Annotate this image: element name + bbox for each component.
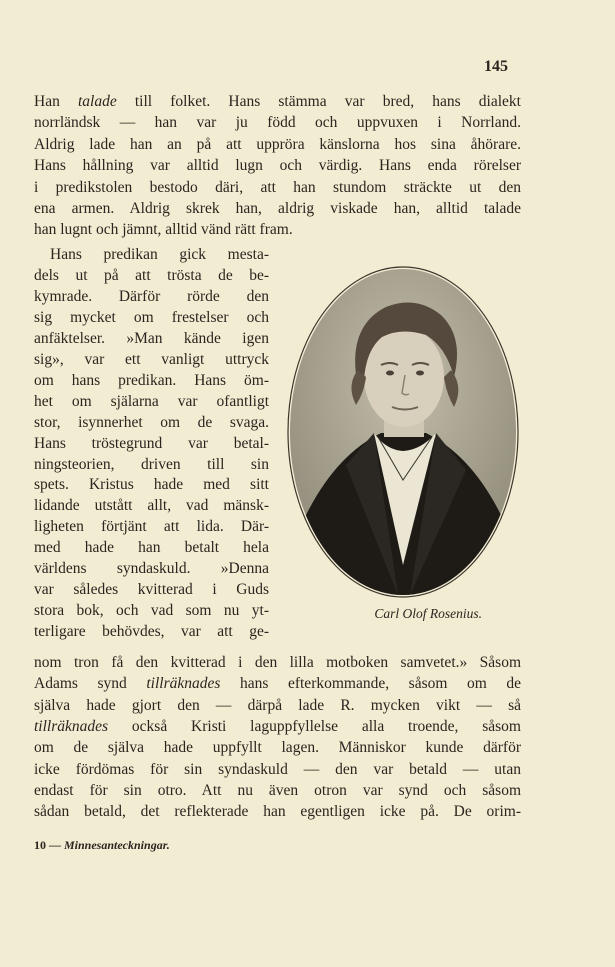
text-segment: han lugnt och jämnt, alltid vänd rätt fram. [34, 221, 293, 239]
text-segment: sådan betald, det reflekterade han egentligen icke på. De orim- [34, 803, 521, 821]
text-segment: till folket. Hans stämma var bred, hans dialekt [116, 93, 521, 110]
text-line [34, 178, 521, 198]
text-segment: ena armen. Aldrig skrek han, aldrig viskade han, alltid talade [34, 200, 521, 217]
text-segment: hans efterkommande, såsom om de [220, 675, 521, 693]
portrait-image [286, 265, 521, 600]
text-line: Hans predikan gick mesta- [50, 246, 269, 263]
text-line [34, 92, 521, 112]
text-segment: också Kristi laguppfyllelse alla troende, såsom [108, 717, 521, 735]
text-segment: norrländsk — han var ju född och uppvuxen i Norrland. [34, 114, 521, 132]
text-segment: Adams synd [34, 675, 147, 693]
text-line [34, 199, 521, 219]
text-line: ligheten förtjänt att lida. Där- [34, 518, 269, 536]
text-line: stora bok, och vad som nu yt- [34, 602, 269, 620]
text-line [34, 674, 521, 694]
text-line [34, 653, 521, 673]
text-line: var således kvitterad i Guds [34, 581, 269, 599]
text-segment: Han [34, 93, 78, 110]
portrait-caption: Carl Olof Rosenius. [374, 606, 482, 621]
text-segment: icke fördömas för sin syndaskuld — den var betald — utan [34, 760, 521, 778]
text-line [34, 760, 521, 780]
emphasized-text: talade [77, 93, 117, 110]
text-segment: själva hade gjort den — därpå lade R. mycken vikt — så [34, 696, 521, 714]
text-line: världens syndaskuld. »Denna [34, 560, 269, 578]
text-line: stor, isynnerhet om de svaga. [34, 413, 269, 431]
text-segment: om de själva hade uppfyllt lagen. Människor kunde därför [34, 739, 521, 757]
text-line: sig mycket om frestelser och [34, 308, 269, 326]
text-line [34, 220, 521, 240]
text-line: terligare behövdes, var att ge- [34, 623, 269, 641]
text-line: Hans tröstegrund var betal- [34, 434, 269, 452]
footer-title: Minnesanteckningar. [64, 838, 170, 852]
text-line [34, 781, 521, 801]
text-segment: endast för sin otro. Att nu även otron var synd och såsom [34, 781, 521, 799]
text-segment: Hans hållning var alltid lugn och värdig. Hans enda rörelser [34, 157, 521, 175]
text-line [34, 156, 521, 176]
text-line: med hade han betalt hela [34, 539, 269, 557]
text-line: sig», var ett vanligt uttryck [34, 350, 269, 368]
footer-signature [34, 838, 170, 853]
text-line: spets. Kristus hade med sitt [34, 476, 269, 494]
text-segment: i predikstolen bestodo däri, att han stundom sträckte ut den [34, 178, 521, 196]
text-line [34, 802, 521, 822]
text-line [34, 113, 521, 133]
text-line: lidande utstått allt, vad mänsk- [34, 497, 269, 515]
text-segment: nom tron få den kvitterad i den lilla motboken samvetet.» Såsom [34, 654, 521, 671]
text-line [34, 738, 521, 758]
text-line: kymrade. Därför rörde den [34, 287, 269, 305]
text-line: om hans predikan. Hans öm- [34, 371, 269, 389]
text-line [34, 135, 521, 155]
text-line [34, 696, 521, 716]
text-line: ningsteorien, driven till sin [34, 455, 269, 473]
emphasized-text: tillräknades [34, 717, 109, 735]
text-line [34, 717, 521, 737]
text-line: het om själarna var ofantligt [34, 392, 269, 410]
text-segment: Aldrig lade han an på att uppröra känslorna hos sina åhörare. [34, 135, 521, 153]
portrait-photo [286, 265, 521, 600]
text-line: dels ut på att trösta de be- [34, 266, 269, 284]
footer-number: 10 — [34, 838, 64, 852]
text-line: anfäktelser. »Man kände igen [34, 329, 269, 347]
page-number: 145 [484, 58, 508, 75]
emphasized-text: tillräknades [146, 675, 221, 693]
